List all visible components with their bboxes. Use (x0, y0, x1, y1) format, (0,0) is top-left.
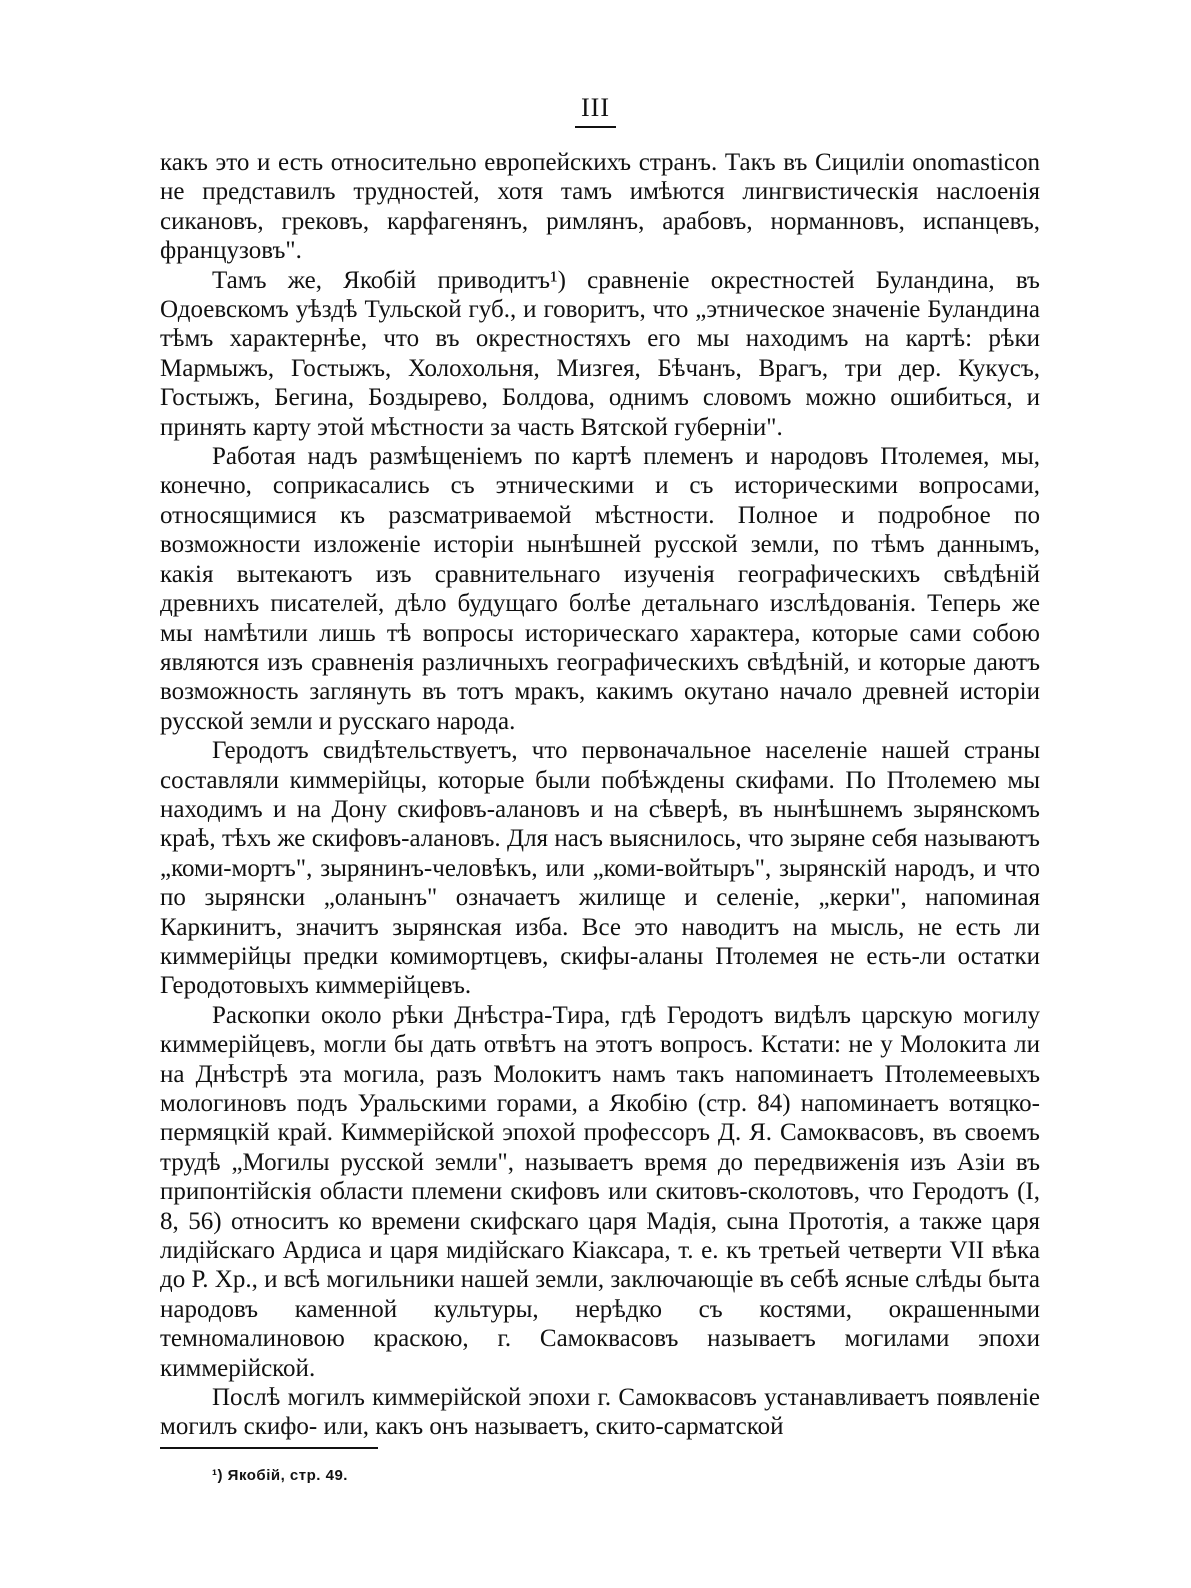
paragraph: Работая надъ размѣщеніемъ по картѣ племенъ и народовъ Птолемея, мы, конечно, соприкасались съ этническими и съ историческими вопросами, относящимися къ разсматриваемой мѣстности. Полное и подробное по возможности изложеніе исторіи нынѣшней русской земли, по тѣмъ даннымъ, какія вытекаютъ изъ сравнительнаго изученія географическихъ свѣдѣній древнихъ писателей, дѣло будущаго болѣе детальнаго изслѣдованія. Теперь же мы намѣтили лишь тѣ вопросы историческаго характера, которые сами собою являются изъ сравненія различныхъ географическихъ свѣдѣній, и которые даютъ возможность заглянуть въ тотъ мракъ, какимъ окутано начало древней исторіи русской земли и русскаго народа. (160, 443, 1040, 735)
footnote-divider (160, 1447, 378, 1449)
body-text (160, 148, 1040, 1442)
paragraph: Послѣ могилъ киммерійской эпохи г. Самоквасовъ устанавливаетъ появленіе могилъ скифо- или, какъ онъ называетъ, скито-сарматской (160, 1384, 1040, 1441)
footnote (212, 1466, 348, 1486)
paragraph: Геродотъ свидѣтельствуетъ, что первоначальное населеніе нашей страны составляли киммерійцы, которые были побѣждены скифами. По Птолемею мы находимъ и на Дону скифовъ-алановъ и на сѣверѣ, въ нынѣшнемъ зырянскомъ краѣ, тѣхъ же скифовъ-алановъ. Для насъ выяснилось, что зыряне себя называютъ „коми-мортъ", зырянинъ-человѣкъ, или „коми-войтыръ", зырянскій народъ, и что по зырянски „оланынъ" означаетъ жилище и селеніе, „керки", напоминая Каркинитъ, значитъ зырянская изба. Все это наводитъ на мысль, не есть ли киммерійцы предки комимортцевъ, скифы-аланы Птолемея не есть-ли остатки Геродотовыхъ киммерійцевъ. (160, 737, 1040, 1000)
page-number: III (0, 92, 1191, 128)
paragraph: Раскопки около рѣки Днѣстра-Тира, гдѣ Геродотъ видѣлъ царскую могилу киммерійцевъ, могли бы дать отвѣтъ на этотъ вопросъ. Кстати: не у Молокита ли на Днѣстрѣ эта могила, разъ Молокитъ намъ такъ напоминаетъ Птолемеевыхъ мологиновъ подъ Уральскими горами, а Якобію (стр. 84) напоминаетъ вотяцко-пермяцкій край. Киммерійской эпохой профессоръ Д. Я. Самоквасовъ, въ своемъ трудѣ „Могилы русской земли", называетъ время до передвиженія изъ Азіи въ припонтійскія области племени скифовъ или скитовъ-сколотовъ, что Геродотъ (I, 8, 56) относитъ ко времени скифскаго царя Мадія, сына Прототія, а также царя лидійскаго Ардиса и царя мидійскаго Кіаксара, т. е. къ третьей четверти VII вѣка до Р. Хр., и всѣ могильники нашей земли, заключающіе въ себѣ ясные слѣды быта народовъ каменной культуры, нерѣдко съ костями, окрашенными темномалиновою краскою, г. Самоквасовъ называетъ могилами эпохи киммерійской. (160, 1001, 1040, 1382)
footnote-text: Якобій, стр. 49. (227, 1467, 348, 1484)
footnote-marker: ¹) (212, 1467, 223, 1484)
paragraph-continued: какъ это и есть относительно европейскихъ странъ. Такъ въ Сициліи onomasticon не представилъ трудностей, хотя тамъ имѣются лингвистическія наслоенія сикановъ, грековъ, карфагенянъ, римлянъ, арабовъ, норманновъ, испанцевъ, французовъ". (160, 149, 1040, 265)
paragraph: Тамъ же, Якобій приводитъ¹) сравненіе окрестностей Буландина, въ Одоевскомъ уѣздѣ Тульской губ., и говоритъ, что „этническое значеніе Буландина тѣмъ характернѣе, что въ окрестностяхъ его мы находимъ на картѣ: рѣки Мармыжъ, Гостыжъ, Холохольня, Мизгея, Бѣчанъ, Врагъ, три дер. Кукусъ, Гостыжъ, Бегина, Боздырево, Болдова, однимъ словомъ можно ошибиться, и принять карту этой мѣстности за часть Вятской губерніи". (160, 266, 1040, 441)
